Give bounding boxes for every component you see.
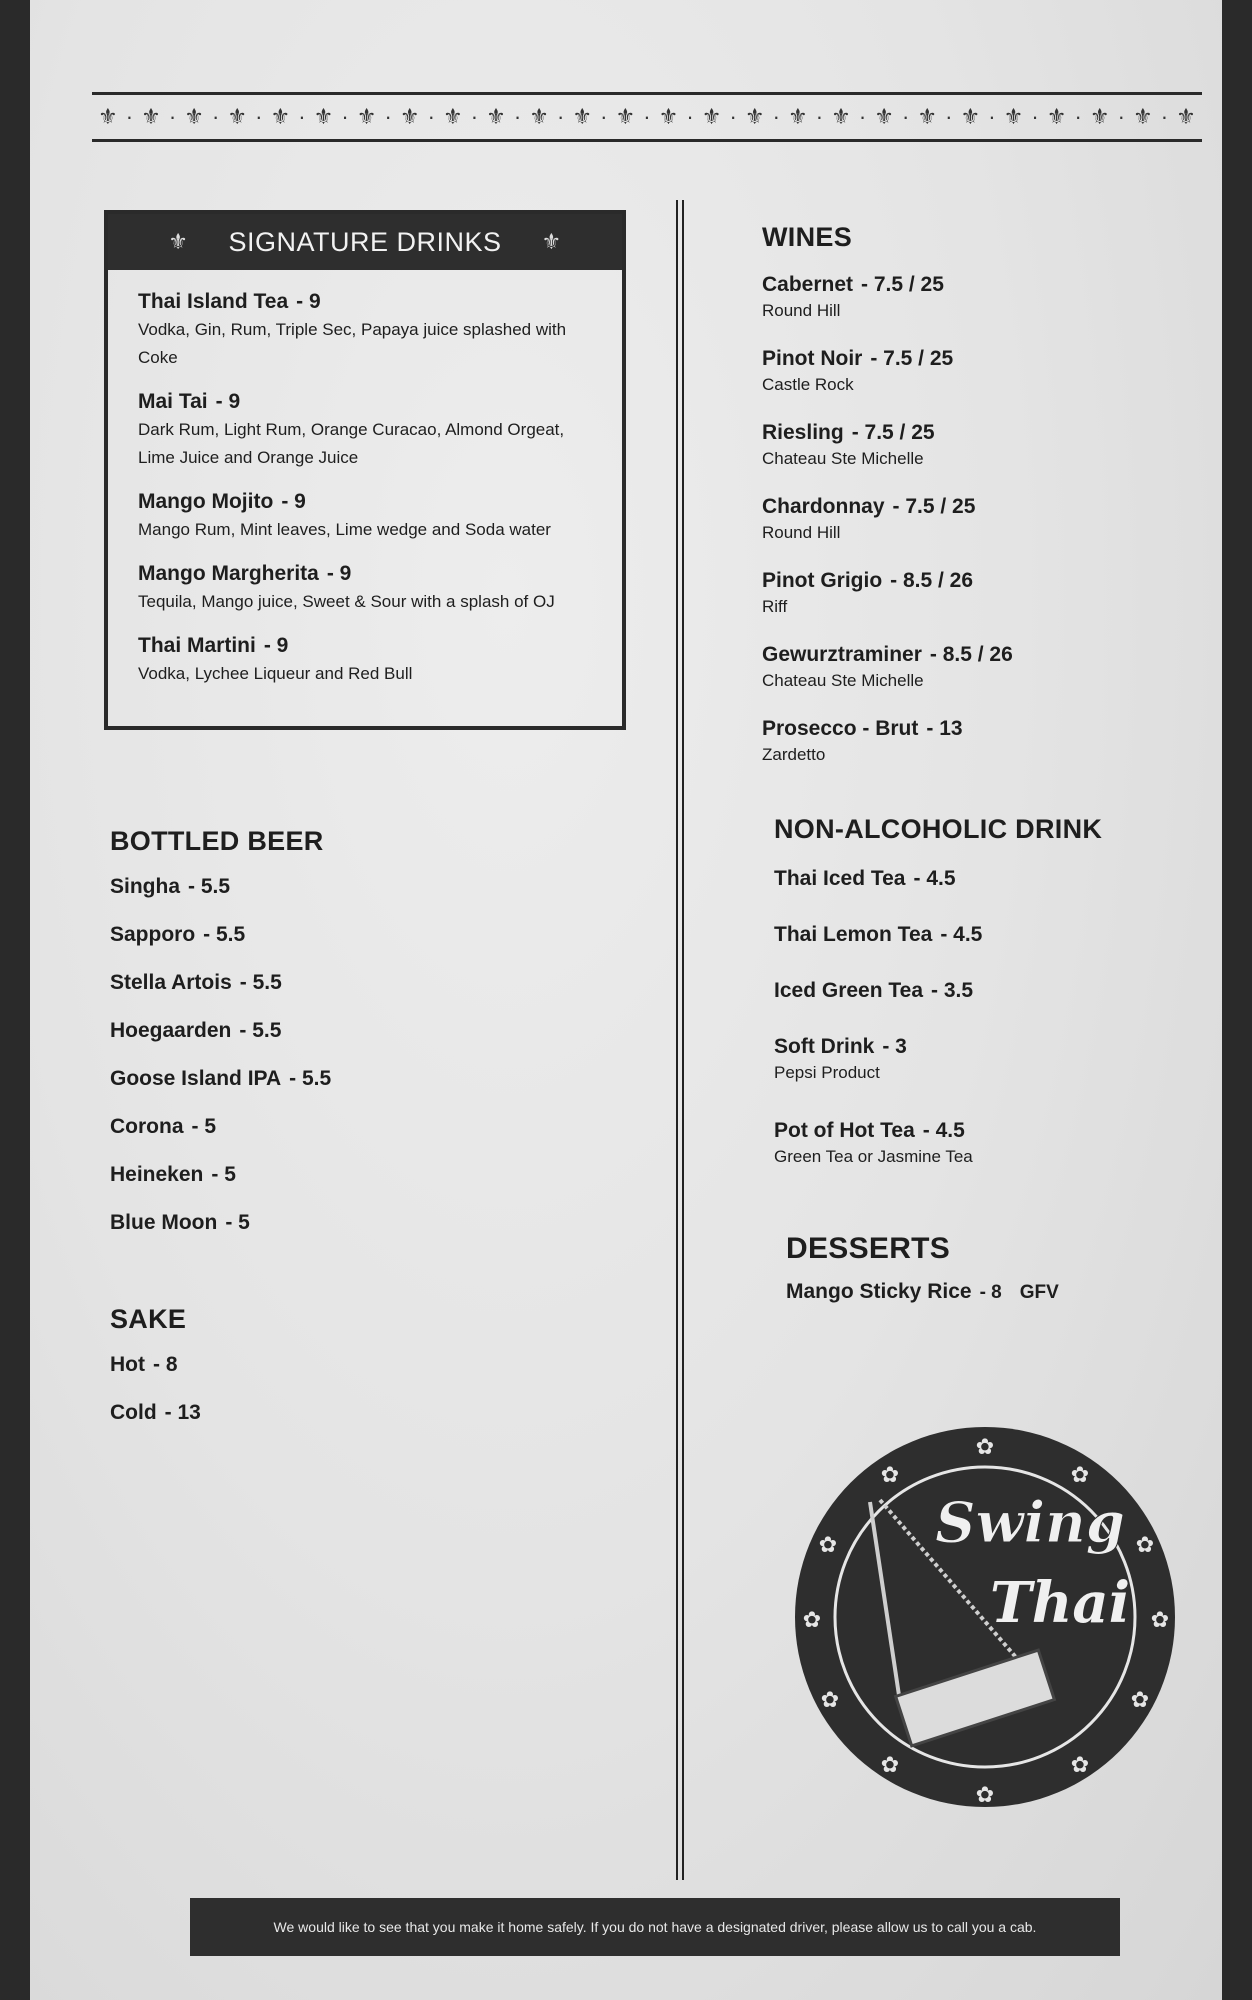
item-name: Hoegaarden xyxy=(110,1019,232,1042)
item-price: - 5.5 xyxy=(203,923,246,946)
menu-item xyxy=(762,643,1013,717)
menu-item xyxy=(762,273,1013,347)
item-name: Heineken xyxy=(110,1163,204,1186)
fleur-icon: ⚜ xyxy=(541,229,562,254)
item-name: Thai Island Tea xyxy=(138,290,289,313)
svg-text:✿: ✿ xyxy=(880,1463,900,1488)
item-name: Goose Island IPA xyxy=(110,1067,282,1090)
menu-item xyxy=(762,717,1013,791)
item-name: Hot xyxy=(110,1353,145,1376)
section-title: BOTTLED BEER xyxy=(110,826,324,856)
item-price: - 8 xyxy=(979,1282,1002,1303)
svg-text:✿: ✿ xyxy=(1150,1608,1170,1633)
signature-drinks-list xyxy=(108,270,622,688)
menu-item xyxy=(110,923,331,971)
menu-item xyxy=(110,1067,331,1115)
item-subtitle: Riff xyxy=(762,597,788,616)
section-title: DESSERTS xyxy=(786,1232,951,1265)
item-name: Blue Moon xyxy=(110,1211,218,1234)
item-price: - 8.5 / 26 xyxy=(890,569,974,592)
logo-line1: Swing xyxy=(935,1490,1125,1556)
item-subtitle: Round Hill xyxy=(762,301,841,320)
item-description: Dark Rum, Light Rum, Orange Curacao, Almond Orgeat, Lime Juice and Orange Juice xyxy=(138,420,565,467)
item-name: Gewurztraminer xyxy=(762,643,922,666)
svg-text:✿: ✿ xyxy=(1130,1688,1150,1713)
svg-text:✿: ✿ xyxy=(818,1533,838,1558)
section-title: SIGNATURE DRINKS xyxy=(228,226,502,257)
menu-item xyxy=(110,1163,331,1211)
item-name: Soft Drink xyxy=(774,1035,875,1058)
fleur-icon: ⚜ xyxy=(168,229,189,254)
item-price: - 9 xyxy=(263,634,289,657)
menu-item xyxy=(110,1353,201,1401)
footer-text: We would like to see that you make it home safely. If you do not have a designated driver, please allow us to call you a cab. xyxy=(273,1919,1037,1935)
menu-item xyxy=(786,1280,1059,1304)
item-name: Pot of Hot Tea xyxy=(774,1119,915,1142)
item-price: - 7.5 / 25 xyxy=(861,273,944,296)
item-price: - 9 xyxy=(326,562,352,585)
item-name: Cold xyxy=(110,1401,157,1424)
item-price: - 7.5 / 25 xyxy=(892,495,976,518)
footer-notice xyxy=(190,1898,1120,1956)
menu-item xyxy=(138,490,598,544)
item-price: - 5.5 xyxy=(289,1067,332,1090)
menu-item xyxy=(138,634,598,688)
non-alcoholic-section xyxy=(774,814,1102,1203)
menu-item xyxy=(774,1035,1102,1119)
item-description: Tequila, Mango juice, Sweet & Sour with a splash of OJ xyxy=(138,592,555,611)
menu-item xyxy=(762,569,1013,643)
item-price: - 7.5 / 25 xyxy=(851,421,935,444)
menu-item xyxy=(138,290,598,372)
column-divider xyxy=(676,200,684,1880)
section-title: WINES xyxy=(762,222,853,252)
item-name: Corona xyxy=(110,1115,184,1138)
item-price: - 4.5 xyxy=(913,867,956,890)
dietary-tag: GFV xyxy=(1019,1282,1059,1303)
item-name: Mango Margherita xyxy=(138,562,319,585)
svg-text:✿: ✿ xyxy=(1070,1753,1090,1778)
menu-item xyxy=(774,1119,1102,1203)
item-name: Stella Artois xyxy=(110,971,232,994)
item-price: - 4.5 xyxy=(940,923,983,946)
svg-text:✿: ✿ xyxy=(802,1608,822,1633)
item-name: Chardonnay xyxy=(762,495,885,518)
item-price: - 8.5 / 26 xyxy=(929,643,1013,666)
menu-item xyxy=(110,1115,331,1163)
menu-item xyxy=(110,1211,331,1259)
svg-text:✿: ✿ xyxy=(820,1688,840,1713)
svg-text:✿: ✿ xyxy=(975,1783,995,1808)
desserts-section xyxy=(786,1232,1059,1304)
item-price: - 9 xyxy=(296,290,321,313)
item-name: Cabernet xyxy=(762,273,854,296)
signature-drinks-header xyxy=(108,214,622,270)
item-description: Mango Rum, Mint leaves, Lime wedge and Soda water xyxy=(138,520,551,539)
item-subtitle: Green Tea or Jasmine Tea xyxy=(774,1147,973,1166)
menu-item xyxy=(774,923,1102,979)
item-price: - 5.5 xyxy=(239,971,282,994)
item-name: Mango Sticky Rice xyxy=(786,1280,972,1303)
item-name: Pinot Grigio xyxy=(762,569,883,592)
item-name: Thai Martini xyxy=(138,634,256,657)
svg-text:✿: ✿ xyxy=(1135,1533,1155,1558)
item-name: Prosecco - Brut xyxy=(762,717,919,740)
menu-item xyxy=(110,1019,331,1067)
item-subtitle: Chateau Ste Michelle xyxy=(762,671,924,690)
item-price: - 13 xyxy=(926,717,963,740)
item-price: - 3.5 xyxy=(931,979,974,1002)
item-price: - 8 xyxy=(153,1353,178,1376)
section-title: NON-ALCOHOLIC DRINK xyxy=(774,814,1103,844)
item-name: Sapporo xyxy=(110,923,196,946)
item-price: - 9 xyxy=(215,390,241,413)
section-title: SAKE xyxy=(110,1304,187,1334)
item-name: Thai Iced Tea xyxy=(774,867,906,890)
item-price: - 5 xyxy=(225,1211,250,1234)
item-price: - 5 xyxy=(191,1115,217,1138)
item-description: Vodka, Lychee Liqueur and Red Bull xyxy=(138,664,413,683)
menu-item xyxy=(762,495,1013,569)
item-name: Riesling xyxy=(762,421,844,444)
item-price: - 5.5 xyxy=(188,875,231,898)
item-name: Singha xyxy=(110,875,181,898)
menu-item xyxy=(110,1401,201,1449)
item-price: - 4.5 xyxy=(922,1119,965,1142)
item-name: Iced Green Tea xyxy=(774,979,924,1002)
menu-item xyxy=(762,421,1013,495)
item-price: - 5 xyxy=(211,1163,236,1186)
decorative-border: ⚜ · ⚜ · ⚜ · ⚜ · ⚜ · ⚜ · ⚜ · ⚜ · ⚜ · ⚜ · ⚜ · ⚜ · ⚜ · ⚜ · ⚜ · ⚜ · ⚜ · ⚜ · ⚜ · ⚜ · ⚜ · ⚜ · ⚜ · ⚜ · ⚜ · ⚜ xyxy=(92,92,1202,142)
item-subtitle: Zardetto xyxy=(762,745,826,764)
sake-section xyxy=(110,1304,201,1449)
item-price: - 3 xyxy=(882,1035,907,1058)
item-subtitle: Round Hill xyxy=(762,523,841,542)
menu-item xyxy=(110,971,331,1019)
wines-section xyxy=(762,222,1013,791)
item-price: - 7.5 / 25 xyxy=(870,347,954,370)
item-price: - 5.5 xyxy=(239,1019,282,1042)
menu-item xyxy=(774,867,1102,923)
item-name: Thai Lemon Tea xyxy=(774,923,933,946)
svg-text:✿: ✿ xyxy=(975,1435,995,1460)
item-name: Mango Mojito xyxy=(138,490,274,513)
menu-item xyxy=(110,875,331,923)
menu-item xyxy=(138,390,598,472)
svg-text:✿: ✿ xyxy=(880,1753,900,1778)
item-name: Pinot Noir xyxy=(762,347,863,370)
menu-item xyxy=(138,562,598,616)
svg-text:✿: ✿ xyxy=(1070,1463,1090,1488)
menu-item xyxy=(762,347,1013,421)
item-subtitle: Chateau Ste Michelle xyxy=(762,449,924,468)
item-description: Vodka, Gin, Rum, Triple Sec, Papaya juice splashed with Coke xyxy=(138,320,567,367)
item-subtitle: Castle Rock xyxy=(762,375,854,394)
logo-line2: Thai xyxy=(990,1570,1130,1636)
item-name: Mai Tai xyxy=(138,390,208,413)
swing-thai-logo xyxy=(790,1422,1180,1812)
menu-item xyxy=(774,979,1102,1035)
item-price: - 9 xyxy=(281,490,306,513)
signature-drinks-box xyxy=(104,210,626,730)
item-price: - 13 xyxy=(164,1401,201,1424)
item-subtitle: Pepsi Product xyxy=(774,1063,880,1082)
bottled-beer-section xyxy=(110,826,331,1259)
